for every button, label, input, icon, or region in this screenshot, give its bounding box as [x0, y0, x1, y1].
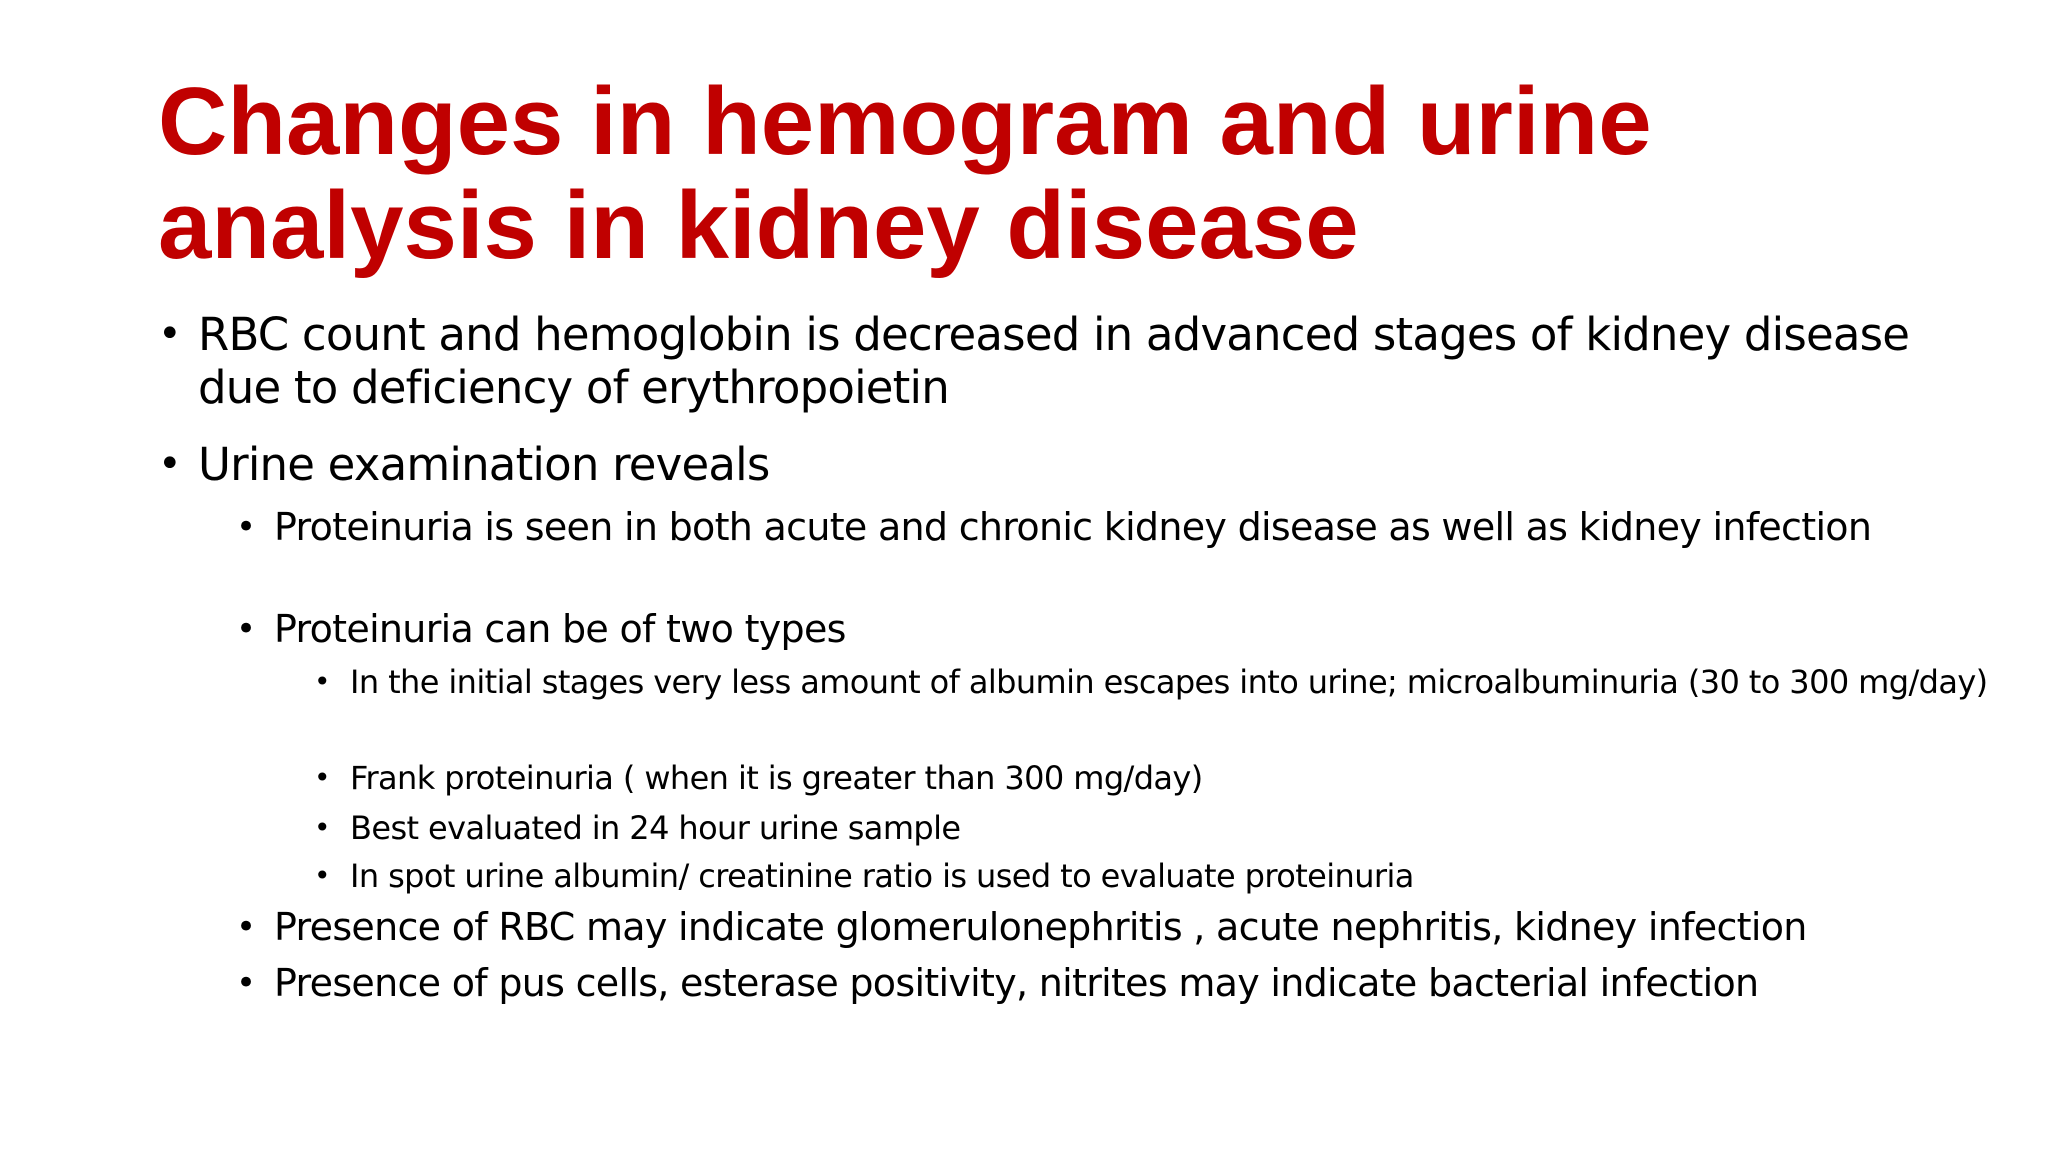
bullet-dot-icon: •	[314, 665, 330, 698]
bullet-item	[236, 504, 1934, 550]
bullet-item	[314, 806, 2048, 850]
bullet-dot-icon: •	[236, 907, 256, 947]
bullet-text: Urine examination reveals	[198, 438, 770, 491]
bullet-item	[236, 904, 1934, 950]
bullet-dot-icon: •	[236, 609, 256, 649]
bullet-item	[158, 308, 1918, 414]
bullet-text: Best evaluated in 24 hour urine sample	[350, 809, 961, 847]
bullet-dot-icon: •	[236, 963, 256, 1003]
bullet-item	[158, 438, 1918, 491]
bullet-item	[314, 756, 2048, 800]
bullet-dot-icon: •	[158, 441, 181, 487]
bullet-text: In spot urine albumin/ creatinine ratio is used to evaluate proteinuria	[350, 857, 1414, 895]
bullet-text: Frank proteinuria ( when it is greater than 300 mg/day)	[350, 759, 1203, 797]
bullet-text: Presence of pus cells, esterase positivity, nitrites may indicate bacterial infection	[274, 961, 1759, 1005]
bullet-text: In the initial stages very less amount of albumin escapes into urine; microalbuminuria (30 to 300 mg/day)	[350, 663, 1988, 701]
slide-title: Changes in hemogram and urine analysis in kidney disease	[158, 68, 1652, 279]
bullet-item	[314, 854, 2048, 898]
bullet-dot-icon: •	[158, 311, 181, 357]
bullet-item	[314, 660, 2048, 704]
bullet-text: RBC count and hemoglobin is decreased in advanced stages of kidney disease due to deficiency of erythropoietin	[198, 308, 1910, 414]
bullet-text: Presence of RBC may indicate glomerulonephritis , acute nephritis, kidney infection	[274, 905, 1807, 949]
bullet-dot-icon: •	[314, 761, 330, 794]
bullet-text: Proteinuria is seen in both acute and chronic kidney disease as well as kidney infection	[274, 505, 1872, 549]
bullet-dot-icon: •	[314, 859, 330, 892]
bullet-dot-icon: •	[314, 811, 330, 844]
bullet-text: Proteinuria can be of two types	[274, 607, 846, 651]
bullet-item	[236, 606, 1934, 652]
bullet-dot-icon: •	[236, 507, 256, 547]
bullet-item	[236, 960, 1934, 1006]
